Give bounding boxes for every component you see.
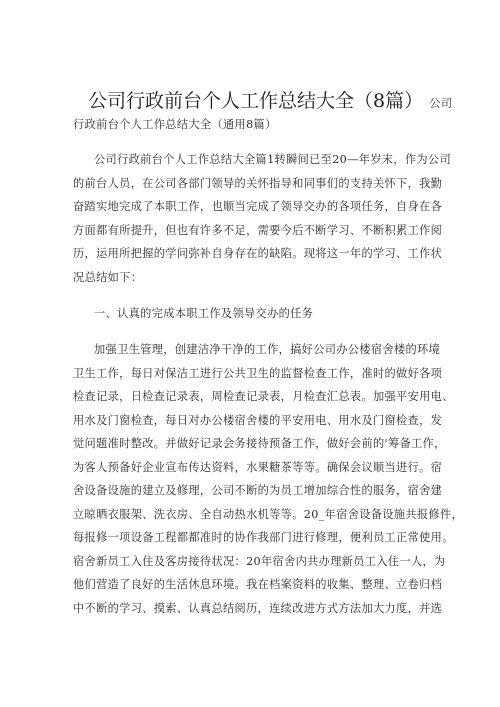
paragraph-2-line: 宿舍新员工入住及客房接待状况：20年宿舍内共办理新员工入住一人，为 — [73, 555, 446, 568]
section-heading-1: 一、认真的完成本职工作及领导交办的任务 — [94, 307, 314, 320]
paragraph-2-line: 觉问题准时整改。并做好记录会务接待预备工作，做好会前的'筹备工作， — [73, 437, 446, 450]
paragraph-2-line: 用水及门窗检查，每日对办公楼宿舍楼的平安用电、用水及门窗检查，发 — [73, 414, 443, 427]
paragraph-2-line: 舍设备设施的建立及修理，公司不断的为员工增加综合性的服务，宿舍建 — [73, 484, 443, 497]
document-title: 公司行政前台个人工作总结大全（8篇） — [88, 90, 424, 112]
paragraph-2-line: 他们营造了良好的生活休息环境。我在档案资料的收集、整理、立卷归档 — [73, 578, 443, 591]
paragraph-1-line: 方面都有所提升，但也有许多不足，需要今后不断学习、不断积累工作阅 — [73, 224, 443, 237]
paragraph-1-line: 况总结如下： — [73, 271, 143, 284]
paragraph-1-line: 的前台人员，在公司各部门领导的关怀指导和同事们的支持关怀下，我勤 — [73, 177, 443, 190]
paragraph-1-line: 奋踏实地完成了本职工作，也顺当完成了领导交办的各项任务，自身在各 — [73, 200, 443, 213]
paragraph-2-line: 每报修一项设备工程都都准时的协作我部门进行修理，便利员工正常使用。 — [73, 531, 454, 544]
document-title-tail: 公司 — [429, 96, 453, 110]
document-title-line — [88, 88, 468, 116]
paragraph-1-line: 历，运用所把握的学问弥补自身存在的缺陷。现将这一年的学习、工作状 — [73, 247, 443, 260]
paragraph-2-line: 卫生工作，每日对保洁工进行公共卫生的监督检查工作，准时的做好各项 — [73, 367, 443, 380]
paragraph-2-line: 中不断的学习、摸索、认真总结阅历，连续改进方式方法加大力度，并选 — [73, 602, 443, 615]
paragraph-2-line: 为客人预备好企业宣布传达资料，水果糖茶等等。确保会议顺当进行。宿 — [73, 461, 443, 474]
paragraph-1-line: 公司行政前台个人工作总结大全篇1转瞬间已至20—年岁末，作为公司 — [94, 153, 451, 166]
paragraph-2-line: 加强卫生管理，创建洁净干净的工作，搞好公司办公楼宿舍楼的环境 — [94, 343, 441, 356]
paragraph-2-line: 检查记录，日检查记录表，周检查记录表，月检查汇总表。加强平安用电、 — [73, 390, 454, 403]
paragraph-2-line: 立晾晒衣服架、洗衣房、全自动热水机等等。20_年宿舍设备设施共报修件， — [73, 508, 464, 521]
document-subtitle: 行政前台个人工作总结大全（通用8篇） — [73, 118, 277, 131]
